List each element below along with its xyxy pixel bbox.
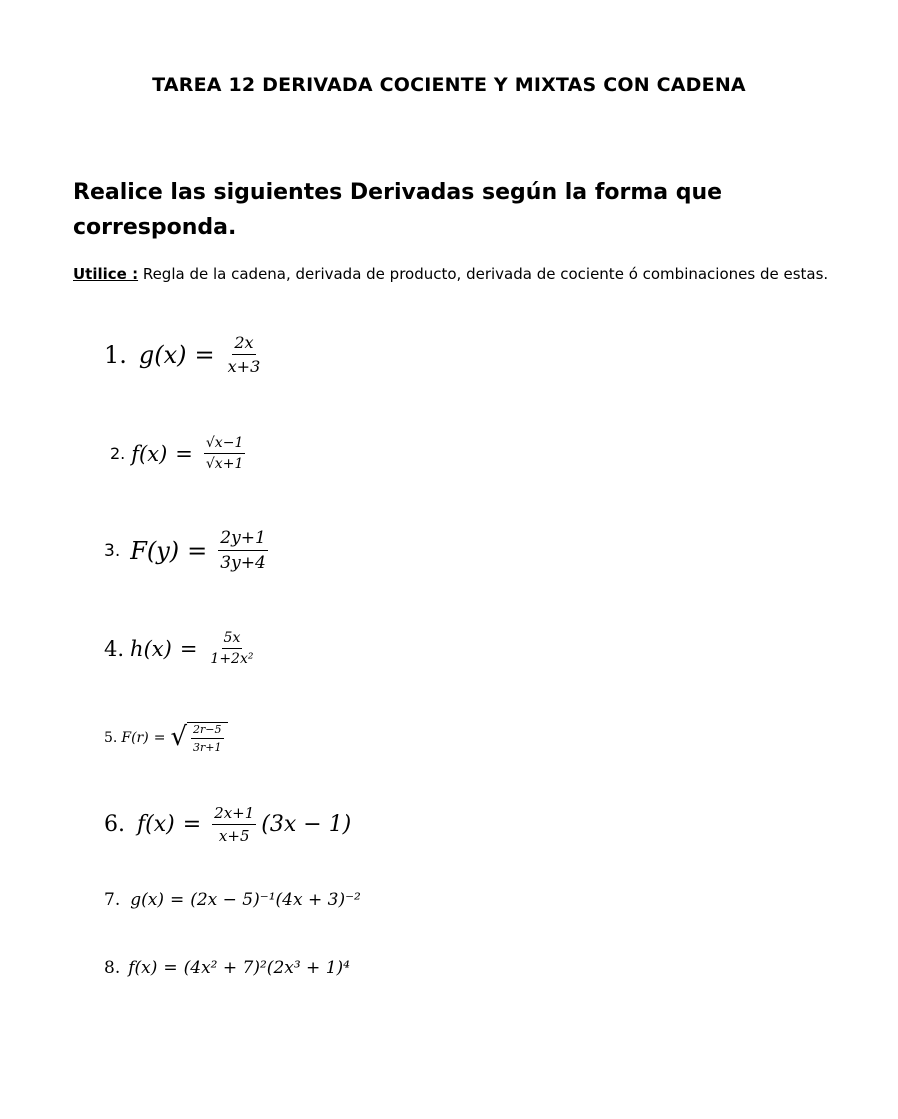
equals-sign: = xyxy=(194,340,215,369)
equals-sign: = xyxy=(163,958,178,978)
problem-3 xyxy=(104,528,271,573)
function-rhs: (4x² + 7)²(2x³ + 1)⁴ xyxy=(183,958,350,978)
fraction xyxy=(208,630,255,667)
radical-sign: √ xyxy=(170,722,188,752)
fraction xyxy=(226,333,263,376)
problem-number: 7. xyxy=(104,890,121,910)
numerator: 2y+1 xyxy=(218,528,267,551)
page-title: TAREA 12 DERIVADA COCIENTE Y MIXTAS CON CADENA xyxy=(152,74,746,96)
product-factor: (3x − 1) xyxy=(261,812,352,837)
numerator: 2x+1 xyxy=(212,804,256,825)
function-lhs: F(y) xyxy=(130,536,180,565)
problem-number: 8. xyxy=(104,958,121,978)
function-lhs: f(x) xyxy=(137,812,175,837)
problem-4 xyxy=(104,630,258,667)
function-lhs: F(r) xyxy=(121,730,149,746)
function-lhs: f(x) xyxy=(128,958,158,978)
equals-sign: = xyxy=(179,636,198,661)
square-root xyxy=(170,722,227,754)
problem-number: 3. xyxy=(104,540,121,561)
denominator: x+5 xyxy=(218,827,250,845)
problem-number: 4. xyxy=(104,636,125,661)
equals-sign: = xyxy=(153,730,166,746)
function-rhs: (2x − 5)⁻¹(4x + 3)⁻² xyxy=(190,890,361,910)
equals-sign: = xyxy=(187,536,208,565)
numerator: 2r−5 xyxy=(191,723,223,739)
denominator: 3y+4 xyxy=(220,553,266,573)
numerator: 5x xyxy=(222,630,243,649)
equals-sign: = xyxy=(182,812,202,837)
denominator: √x+1 xyxy=(205,456,244,472)
denominator: 1+2x² xyxy=(210,651,254,667)
function-lhs: g(x) xyxy=(130,890,164,910)
problem-5 xyxy=(104,722,228,754)
denominator: x+3 xyxy=(227,357,261,376)
denominator: 3r+1 xyxy=(193,741,222,754)
equals-sign: = xyxy=(175,441,193,466)
fraction xyxy=(191,723,223,754)
problem-7 xyxy=(104,890,361,910)
numerator: 2x xyxy=(232,333,255,355)
problem-number: 1. xyxy=(104,340,127,369)
problem-8 xyxy=(104,958,350,978)
fraction xyxy=(212,804,256,845)
problem-number: 5. xyxy=(104,730,118,746)
numerator: √x−1 xyxy=(204,435,245,454)
function-lhs: f(x) xyxy=(131,441,168,466)
instruction-paragraph xyxy=(73,262,833,286)
instruction-label: Utilice : xyxy=(73,265,139,283)
function-lhs: h(x) xyxy=(130,636,172,661)
function-lhs: g(x) xyxy=(138,340,187,369)
instruction-text: Regla de la cadena, derivada de producto, derivada de cociente ó combinaciones de estas. xyxy=(138,265,829,283)
problem-number: 2. xyxy=(110,444,126,463)
instructions-heading: Realice las siguientes Derivadas según la forma que corresponda. xyxy=(73,180,723,240)
fraction xyxy=(204,435,245,472)
fraction xyxy=(218,528,267,573)
problem-number: 6. xyxy=(104,812,125,837)
equals-sign: = xyxy=(169,890,185,910)
problem-6 xyxy=(104,804,351,845)
problem-1 xyxy=(104,333,265,376)
problem-2 xyxy=(110,435,248,472)
